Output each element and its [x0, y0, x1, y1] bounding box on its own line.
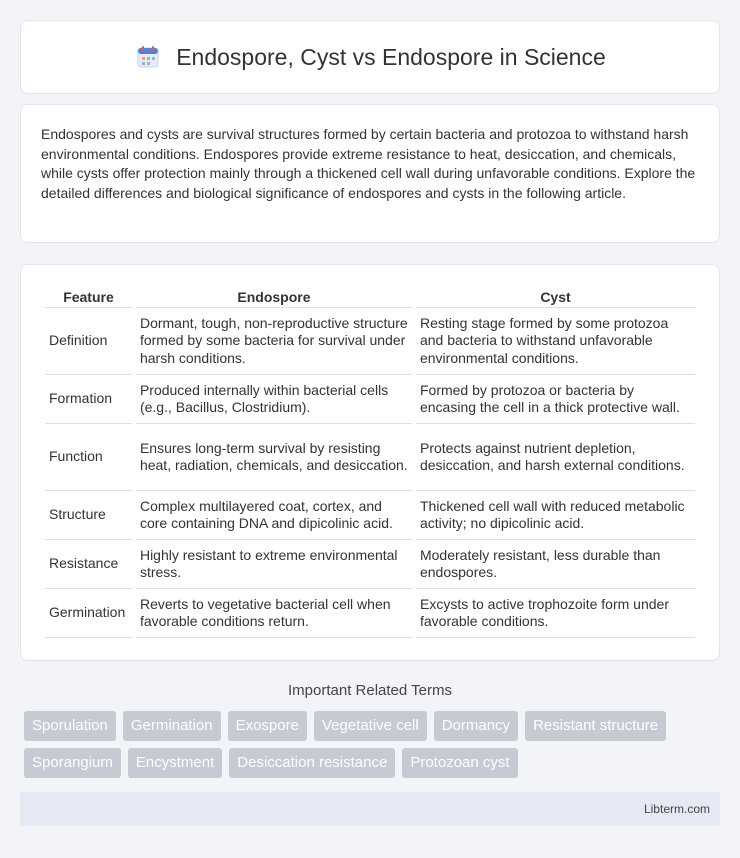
comparison-table-card: [20, 264, 720, 661]
page-title: Endospore, Cyst vs Endospore in Science: [176, 43, 606, 70]
related-terms-title: Important Related Terms: [288, 682, 452, 699]
cyst-cell: Excysts to active trophozoite form under favorable conditions.: [416, 589, 695, 638]
table-row: [45, 424, 695, 491]
calendar-icon: [134, 43, 162, 71]
endospore-cell: Reverts to vegetative bacterial cell when favorable conditions return.: [136, 589, 412, 638]
comparison-table: [41, 285, 699, 638]
table-row: [45, 589, 695, 638]
term-tag[interactable]: Resistant structure: [525, 711, 666, 741]
header-endospore: Endospore: [136, 285, 412, 308]
endospore-cell: Dormant, tough, non-reproductive structure formed by some bacteria for survival under harsh conditions.: [136, 308, 412, 375]
cyst-cell: Thickened cell wall with reduced metabolic activity; no dipicolinic acid.: [416, 491, 695, 540]
related-terms-list: [20, 711, 720, 778]
intro-section: [20, 104, 720, 243]
term-tag[interactable]: Vegetative cell: [314, 711, 427, 741]
header-cyst: Cyst: [416, 285, 695, 308]
intro-text: Endospores and cysts are survival structures formed by certain bacteria and protozoa to withstand harsh environmental conditions. Endospores provide extreme resistance to heat, desiccation, and chemicals, while cysts offer protection mainly through a thickened cell wall during unfavorable conditions. Explore the detailed differences and biological significance of endospores and cysts in the following article.: [41, 126, 696, 201]
table-row: [45, 308, 695, 375]
term-tag[interactable]: Desiccation resistance: [229, 748, 395, 778]
header-feature: Feature: [45, 285, 132, 308]
term-tag[interactable]: Sporangium: [24, 748, 121, 778]
endospore-cell: Ensures long-term survival by resisting heat, radiation, chemicals, and desiccation.: [136, 424, 412, 491]
table-header-row: [45, 285, 695, 308]
feature-cell: Structure: [45, 491, 132, 540]
footer-site-link[interactable]: Libterm.com: [643, 802, 710, 816]
term-tag[interactable]: Encystment: [128, 748, 222, 778]
page-footer: [20, 792, 720, 826]
feature-cell: Resistance: [45, 540, 132, 589]
term-tag[interactable]: Dormancy: [434, 711, 518, 741]
page-header: [20, 20, 720, 94]
table-row: [45, 491, 695, 540]
cyst-cell: Moderately resistant, less durable than endospores.: [416, 540, 695, 589]
endospore-cell: Complex multilayered coat, cortex, and core containing DNA and dipicolinic acid.: [136, 491, 412, 540]
table-row: [45, 540, 695, 589]
term-tag[interactable]: Sporulation: [24, 711, 116, 741]
term-tag[interactable]: Exospore: [228, 711, 307, 741]
endospore-cell: Produced internally within bacterial cells (e.g., Bacillus, Clostridium).: [136, 375, 412, 424]
endospore-cell: Highly resistant to extreme environmental stress.: [136, 540, 412, 589]
feature-cell: Function: [45, 424, 132, 491]
table-row: [45, 375, 695, 424]
cyst-cell: Formed by protozoa or bacteria by encasing the cell in a thick protective wall.: [416, 375, 695, 424]
feature-cell: Definition: [45, 308, 132, 375]
term-tag[interactable]: Germination: [123, 711, 221, 741]
term-tag[interactable]: Protozoan cyst: [402, 748, 517, 778]
feature-cell: Germination: [45, 589, 132, 638]
cyst-cell: Protects against nutrient depletion, desiccation, and harsh external conditions.: [416, 424, 695, 491]
feature-cell: Formation: [45, 375, 132, 424]
cyst-cell: Resting stage formed by some protozoa and bacteria to withstand unfavorable environmental conditions.: [416, 308, 695, 375]
